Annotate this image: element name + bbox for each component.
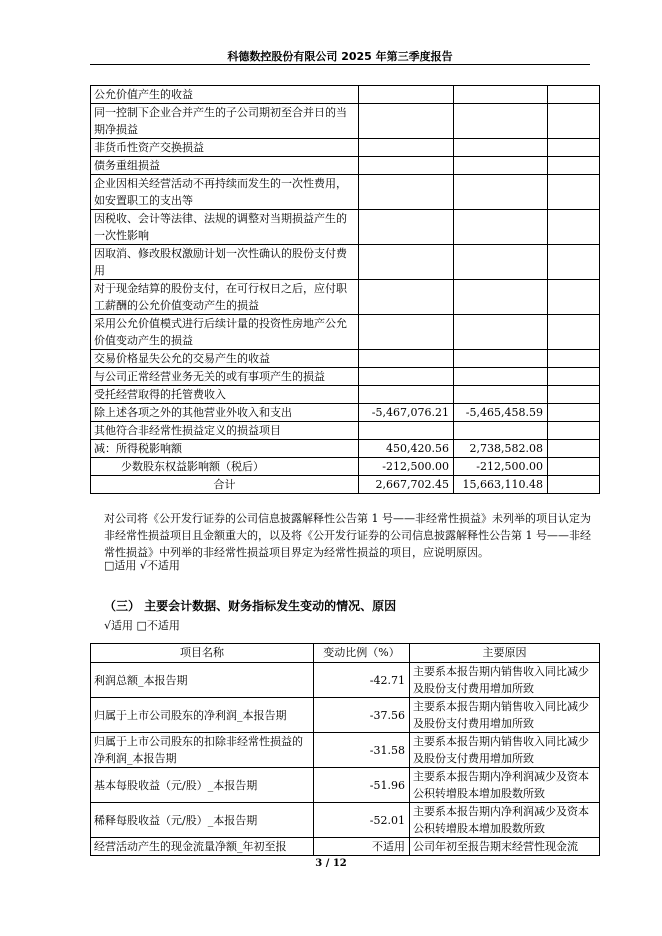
column-header-change-pct: 变动比例（%） [314,644,410,663]
amount-cell: -5,467,076.21 [359,404,454,422]
reason-cell: 主要系本报告期内净利润减少及资本公积转增股本增加股数所致 [410,803,600,838]
amount-cell [548,386,600,404]
amount-cell [454,104,548,139]
table-row [91,368,600,386]
item-label: 合计 [91,476,359,494]
item-label: 其他符合非经常性损益定义的损益项目 [91,422,359,440]
amount-cell [454,280,548,315]
section-applicability-options: √适用 □不适用 [104,619,180,632]
page-number: 3 / 12 [315,858,347,869]
amount-cell [548,350,600,368]
table-row [91,440,600,458]
amount-cell [359,210,454,245]
item-label: 企业因相关经营活动不再持续而发生的一次性费用，如安置职工的支出等 [91,175,359,210]
table-row [91,698,600,733]
amount-cell [359,422,454,440]
table-row [91,458,600,476]
item-label: 受托经营取得的托管费收入 [91,386,359,404]
amount-cell [548,280,600,315]
amount-cell [454,210,548,245]
amount-cell [454,386,548,404]
change-pct-cell: -52.01 [314,803,410,838]
item-label: 减：所得税影响额 [91,440,359,458]
amount-cell [548,368,600,386]
amount-cell [454,315,548,350]
table-row [91,386,600,404]
item-label: 交易价格显失公允的交易产生的收益 [91,350,359,368]
table-row [91,175,600,210]
table-header-row [91,644,600,663]
table-row [91,245,600,280]
amount-cell [548,157,600,175]
table-row [91,86,600,104]
section-title: （三） 主要会计数据、财务指标发生变动的情况、原因 [104,599,397,613]
item-name-cell: 基本每股收益（元/股）_本报告期 [91,768,314,803]
amount-cell [359,368,454,386]
amount-cell [548,245,600,280]
table-row [91,422,600,440]
reason-cell: 主要系本报告期内销售收入同比减少及股份支付费用增加所致 [410,698,600,733]
table-row [91,210,600,245]
amount-cell [548,476,600,494]
amount-cell [359,280,454,315]
change-pct-cell: -42.71 [314,663,410,698]
table-row [91,350,600,368]
amount-cell [548,104,600,139]
amount-cell [454,157,548,175]
change-pct-cell: 不适用 [314,838,410,856]
item-label: 非货币性资产交换损益 [91,139,359,157]
amount-cell: -5,465,458.59 [454,404,548,422]
amount-cell [359,315,454,350]
amount-cell [359,86,454,104]
change-pct-cell: -31.58 [314,733,410,768]
item-label: 公允价值产生的收益 [91,86,359,104]
amount-cell [548,440,600,458]
applicability-options: □适用 √不适用 [104,559,180,572]
explanation-paragraph: 对公司将《公开发行证券的公司信息披露解释性公告第 1 号——非经常性损益》未列举的项目认定为非经常性损益项目且金额重大的，以及将《公开发行证券的公司信息披露解释性公告第 1 号——非经常性损益》中列举的非经常性损益项目界定为经常性损益的项目，应说明原因。 [104,512,591,559]
amount-cell [454,368,548,386]
amount-cell [359,350,454,368]
page-header-title: 科德数控股份有限公司 2025 年第三季度报告 [227,50,453,63]
item-label: 债务重组损益 [91,157,359,175]
table-row [91,838,600,856]
amount-cell [454,86,548,104]
amount-cell [454,175,548,210]
amount-cell [359,386,454,404]
table-row [91,157,600,175]
amount-cell [359,245,454,280]
amount-cell: 2,667,702.45 [359,476,454,494]
column-header-reason: 主要原因 [410,644,600,663]
table-row [91,803,600,838]
amount-cell [359,139,454,157]
change-reasons-table [90,643,600,856]
change-pct-cell: -37.56 [314,698,410,733]
item-label: 因取消、修改股权激励计划一次性确认的股份支付费用 [91,245,359,280]
amount-cell [548,175,600,210]
table-row [91,733,600,768]
table-row [91,768,600,803]
amount-cell [548,139,600,157]
item-label: 同一控制下企业合并产生的子公司期初至合并日的当期净损益 [91,104,359,139]
column-header-item-name: 项目名称 [91,644,314,663]
amount-cell [454,422,548,440]
table-row [91,104,600,139]
item-name-cell: 归属于上市公司股东的扣除非经常性损益的净利润_本报告期 [91,733,314,768]
amount-cell [548,404,600,422]
amount-cell [548,422,600,440]
item-label: 少数股东权益影响额（税后） [91,458,359,476]
item-label: 除上述各项之外的其他营业外收入和支出 [91,404,359,422]
amount-cell [359,175,454,210]
amount-cell: -212,500.00 [359,458,454,476]
item-name-cell: 稀释每股收益（元/股）_本报告期 [91,803,314,838]
header-divider [90,64,590,65]
amount-cell [548,315,600,350]
amount-cell [359,104,454,139]
amount-cell [548,86,600,104]
amount-cell: 15,663,110.48 [454,476,548,494]
amount-cell [454,350,548,368]
reason-cell: 公司年初至报告期末经营性现金流 [410,838,600,856]
reason-cell: 主要系本报告期内销售收入同比减少及股份支付费用增加所致 [410,733,600,768]
amount-cell: -212,500.00 [454,458,548,476]
change-pct-cell: -51.96 [314,768,410,803]
item-label: 与公司正常经营业务无关的或有事项产生的损益 [91,368,359,386]
item-label: 采用公允价值模式进行后续计量的投资性房地产公允价值变动产生的损益 [91,315,359,350]
table-row [91,315,600,350]
amount-cell [359,157,454,175]
amount-cell: 2,738,582.08 [454,440,548,458]
item-name-cell: 利润总额_本报告期 [91,663,314,698]
amount-cell [454,139,548,157]
table-row [91,139,600,157]
table-row [91,663,600,698]
table-row [91,476,600,494]
table-row [91,404,600,422]
item-name-cell: 归属于上市公司股东的净利润_本报告期 [91,698,314,733]
item-name-cell: 经营活动产生的现金流量净额_年初至报 [91,838,314,856]
non-recurring-items-table [90,85,600,494]
amount-cell: 450,420.56 [359,440,454,458]
item-label: 对于现金结算的股份支付，在可行权日之后，应付职工薪酬的公允价值变动产生的损益 [91,280,359,315]
amount-cell [548,210,600,245]
amount-cell [548,458,600,476]
table-row [91,280,600,315]
reason-cell: 主要系本报告期内销售收入同比减少及股份支付费用增加所致 [410,663,600,698]
reason-cell: 主要系本报告期内净利润减少及资本公积转增股本增加股数所致 [410,768,600,803]
item-label: 因税收、会计等法律、法规的调整对当期损益产生的一次性影响 [91,210,359,245]
amount-cell [454,245,548,280]
